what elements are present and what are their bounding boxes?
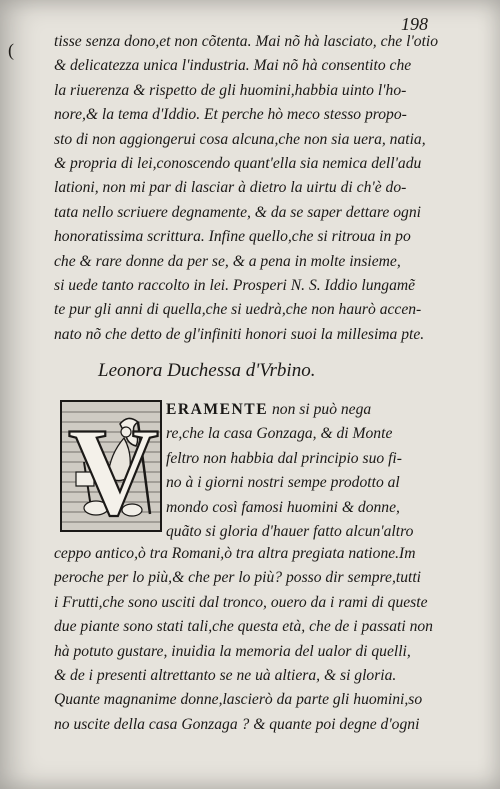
text-line: lationi, non mi par di lasciar à dietro la uirtu di ch'è do- (54, 179, 407, 197)
text-line: & delicatezza unica l'industria. Mai nõ hà consentito che (54, 57, 412, 75)
drop-cap-letter: V (68, 403, 159, 530)
text-fragment: non si può nega (268, 401, 372, 418)
text-line: ceppo antico,ò tra Romani,ò tra altra pregiata natione.Im (54, 545, 416, 562)
text-line: quãto si gloria d'hauer fatto alcun'altro (166, 522, 414, 540)
section-heading: Leonora Duchessa d'Vrbino. (98, 360, 316, 381)
text-line: sto di non aggiongerui cosa alcuna,che non sia uera, natia, (54, 130, 426, 148)
text-line: feltro non habbia dal principio suo fi- (166, 449, 402, 467)
text-line: i Frutti,che sono usciti dal tronco, ouero da i rami di queste (54, 593, 428, 611)
text-line-first (166, 398, 472, 422)
paragraph-2-full (54, 542, 466, 737)
page-number: 198 (401, 14, 428, 34)
text-line: hà potuto gustare, inuidia la memoria del ualor di quelli, (54, 642, 411, 660)
text-line: honoratissima scrittura. Infine quello,che si ritroua in po (54, 228, 411, 246)
text-line: tata nello scriuere degnamente, & da se saper dettare ogni (54, 203, 421, 221)
text-line: due piante sono stati tali,che questa età, che de i passati non (54, 618, 433, 636)
text-line: no uscite della casa Gonzaga ? & quante poi degne d'ogni (54, 715, 420, 733)
decorated-initial-illustration (62, 402, 160, 530)
text-line: & propria di lei,conoscendo quant'ella sia nemica dell'adu (54, 154, 422, 172)
margin-mark: ( (8, 40, 14, 60)
text-line: nore,& la tema d'Iddio. Et perche hò meco stesso propo- (54, 106, 407, 124)
paragraph-1 (54, 30, 466, 347)
decorated-initial (60, 400, 162, 532)
text-line: tisse senza dono,et non cõtenta. Mai nõ hà lasciato, che l'otio (54, 33, 439, 50)
text-line: mondo così famosi huomini & donne, (166, 498, 400, 516)
paragraph-2-indented (166, 398, 472, 544)
text-line: che & rare donne da per se, & a pena in molte insieme, (54, 252, 401, 270)
text-line: no à i giorni nostri sempe prodotto al (166, 474, 400, 492)
text-line: si uede tanto raccolto in lei. Prosperi N. S. Iddio lungamẽ (54, 276, 416, 294)
opening-word: ERAMENTE (166, 401, 269, 418)
text-line: & de i presenti altrettanto se ne uà altiera, & si gloria. (54, 666, 397, 684)
text-line: re,che la casa Gonzaga, & di Monte (166, 425, 393, 443)
text-line: nato nõ che detto de gl'infiniti honori suoi la millesima pte. (54, 325, 425, 343)
text-line: Quante magnanime donne,lascierò da parte gli huomini,so (54, 691, 423, 709)
text-line: la riuerenza & rispetto de gli huomini,habbia uinto l'ho- (54, 81, 407, 99)
text-line: peroche per lo più,& che per lo più? posso dir sempre,tutti (54, 569, 421, 587)
text-line: te pur gli anni di quella,che si uedrà,che non haurò accen- (54, 301, 422, 319)
